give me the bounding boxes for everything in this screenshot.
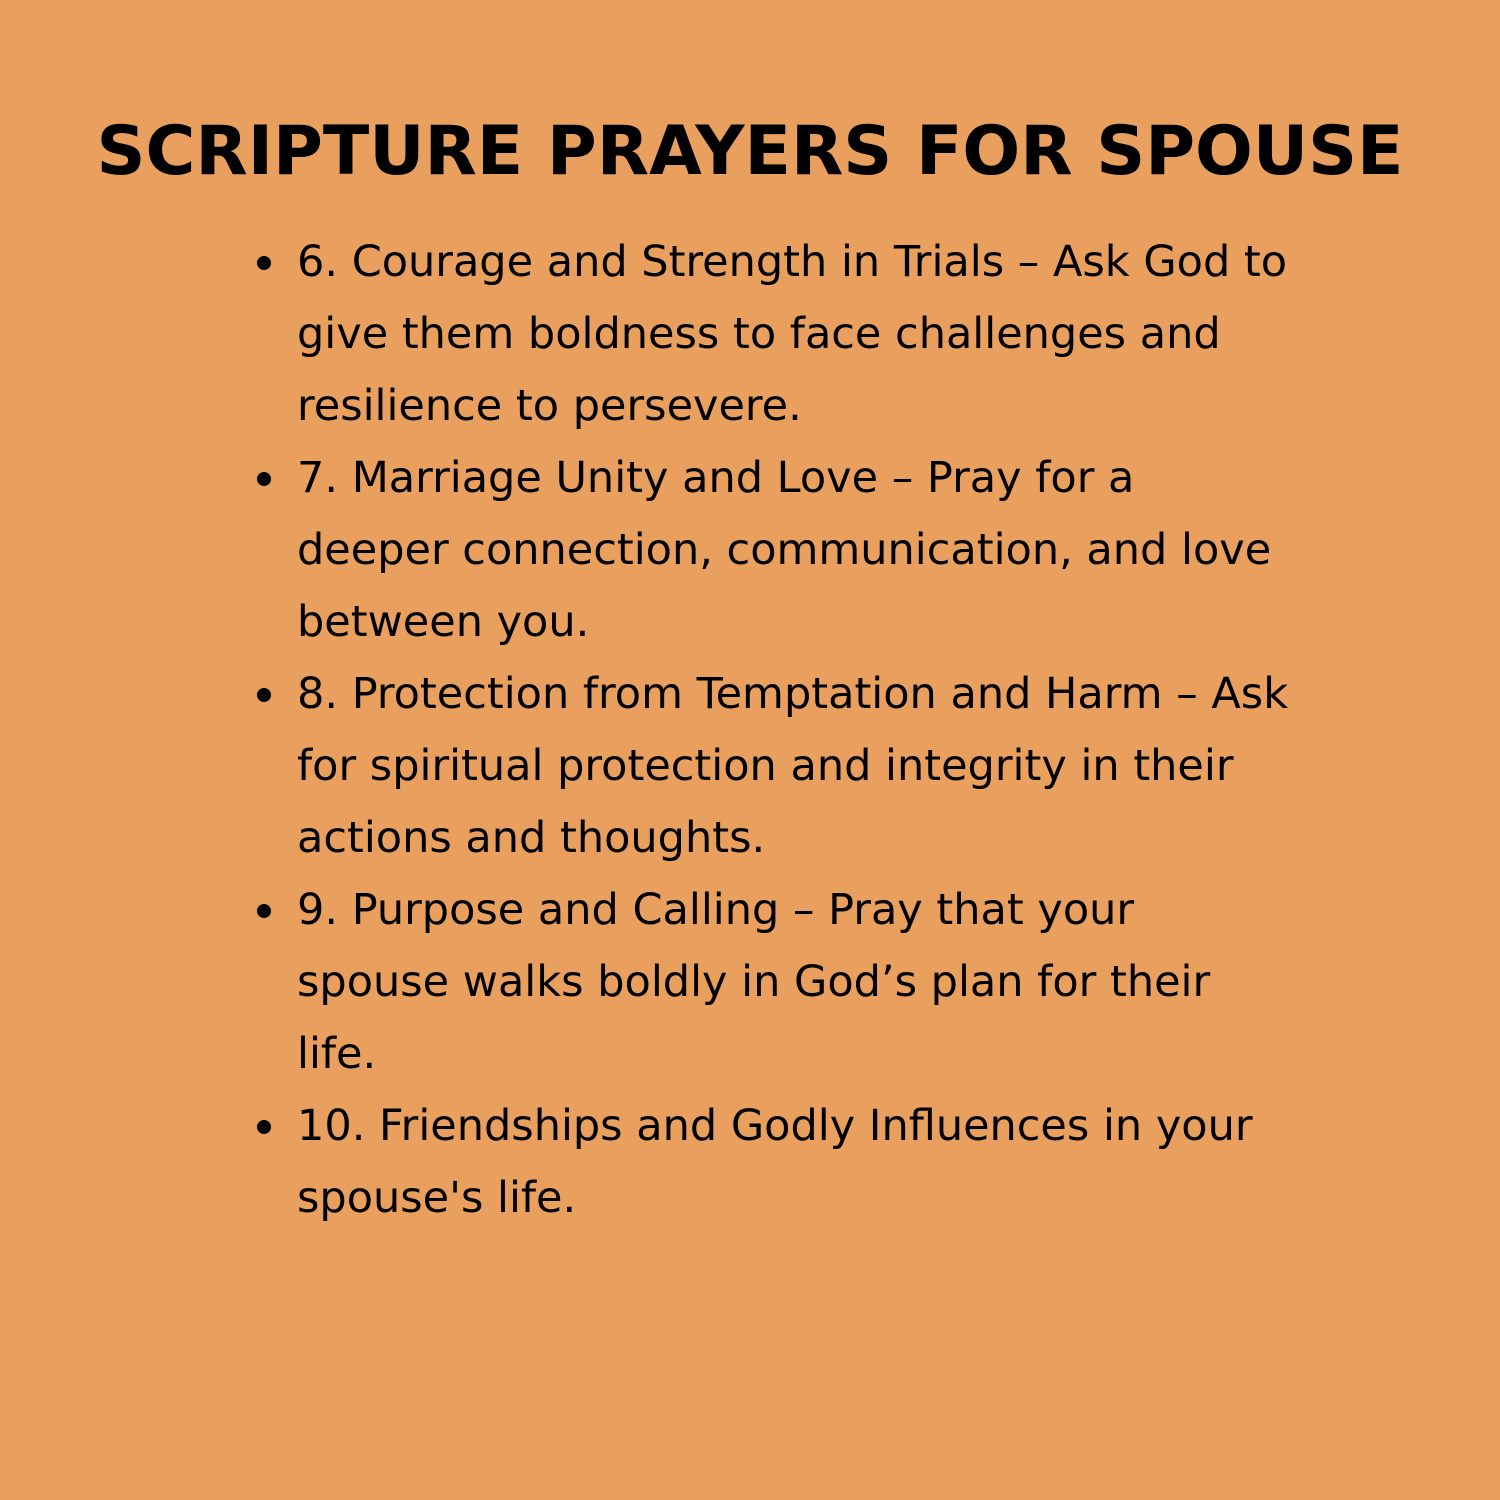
- page-title: SCRIPTURE PRAYERS FOR SPOUSE: [96, 112, 1404, 191]
- bullet-icon: [257, 904, 271, 918]
- list-item-text: 8. Protection from Temptation and Harm – Ask for spiritual protection and integrity in their actions and thoughts.: [297, 669, 1289, 863]
- prayer-list: [297, 226, 1297, 1234]
- list-item-text: 7. Marriage Unity and Love – Pray for a deeper connection, communication, and love between you.: [297, 453, 1272, 647]
- list-item: [297, 442, 1297, 658]
- list-item: [297, 1090, 1297, 1234]
- bullet-icon: [257, 472, 271, 486]
- bullet-icon: [257, 256, 271, 270]
- list-item-text: 10. Friendships and Godly Influences in your spouse's life.: [297, 1101, 1253, 1223]
- list-item-text: 6. Courage and Strength in Trials – Ask God to give them boldness to face challenges and resilience to persevere.: [297, 237, 1288, 431]
- list-item: [297, 658, 1297, 874]
- list-item-text: 9. Purpose and Calling – Pray that your spouse walks boldly in God’s plan for their life.: [297, 885, 1211, 1079]
- bullet-icon: [257, 1120, 271, 1134]
- bullet-icon: [257, 688, 271, 702]
- list-item: [297, 226, 1297, 442]
- list-item: [297, 874, 1297, 1090]
